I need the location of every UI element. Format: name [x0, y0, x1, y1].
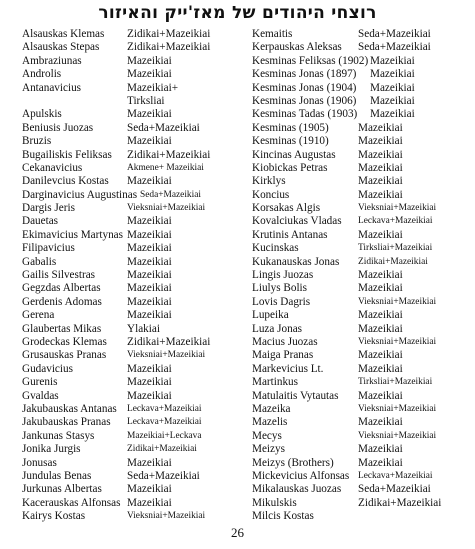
list-item: [252, 242, 472, 255]
list-item: [252, 376, 472, 389]
list-item: [22, 242, 244, 255]
person-name: Dauetas: [22, 215, 59, 228]
list-item: [252, 162, 472, 175]
place-name: Mazeikiai: [127, 309, 172, 322]
place-name: Seda+Mazeikiai: [127, 469, 200, 482]
person-name: Kincinas Augustas: [252, 148, 336, 161]
person-name: Gabalis: [22, 255, 57, 268]
list-item: [22, 457, 244, 470]
list-item: [22, 349, 244, 362]
list-item: [22, 175, 244, 188]
place-name: Mazeikiai: [358, 456, 403, 469]
person-name: Mazelis: [252, 416, 288, 429]
list-item: [252, 135, 472, 148]
person-name: Cekanavicius: [22, 161, 83, 174]
place-name: Mazeikiai: [127, 389, 172, 402]
list-item: [252, 282, 472, 295]
place-name: Seda+Mazeikiai: [358, 28, 431, 40]
place-name: Vieksniai+Mazeikiai: [358, 203, 437, 214]
place-name: Mazeikiai: [127, 228, 172, 241]
list-item: [252, 497, 472, 510]
list-item: [22, 41, 244, 54]
list-item: [22, 95, 244, 108]
person-name: Grusauskas Pranas: [22, 349, 107, 362]
list-item: [22, 28, 244, 41]
list-item: [22, 443, 244, 456]
person-name: Luza Jonas: [252, 322, 303, 335]
list-item: [252, 510, 472, 523]
place-name: Seda+Mazeikiai: [140, 189, 201, 200]
place-name: Mazeikiai: [127, 362, 172, 375]
list-item: [22, 336, 244, 349]
place-name: Mazeikiai: [358, 362, 403, 375]
list-item: [252, 363, 472, 376]
person-name: Milcis Kostas: [252, 510, 314, 523]
place-name: Mazeikiai: [127, 496, 172, 509]
person-name: Koncius: [252, 188, 290, 201]
person-name: Jakubauskas Antanas: [22, 402, 117, 415]
list-item: [252, 215, 472, 228]
place-name: Mazeikiai: [358, 175, 403, 188]
person-name: Gerena: [22, 309, 55, 322]
person-name: Matulaitis Vytautas: [252, 389, 339, 402]
person-name: Alsauskas Stepas: [22, 41, 100, 54]
person-name: Kesminas Jonas (1904): [252, 81, 357, 94]
list-item: [252, 457, 472, 470]
list-item: [22, 269, 244, 282]
place-name: Mazeikiai+: [127, 81, 179, 94]
place-name: Mazeikiai: [358, 443, 403, 456]
place-name: Leckava+Mazeikiai: [127, 403, 202, 414]
place-name: Mazeikiai: [127, 68, 172, 81]
place-name: Seda+Mazeikiai: [358, 41, 431, 54]
person-name: Kesminas Jonas (1897): [252, 68, 357, 81]
person-name: Jankunas Stasys: [22, 429, 95, 442]
list-item: [252, 323, 472, 336]
place-name: Zidikai+Mazeikiai: [127, 335, 211, 348]
person-name: Meizys (Brothers): [252, 456, 334, 469]
place-name: Mazeikiai: [358, 389, 403, 402]
list-item: [252, 349, 472, 362]
place-name: Mazeikiai: [127, 175, 172, 188]
person-name: Filipavicius: [22, 242, 75, 255]
person-name: Jonika Jurgis: [22, 443, 81, 456]
person-name: Lingis Juozas: [252, 269, 314, 282]
person-name: Kesminas Tadas (1903): [252, 108, 358, 121]
person-name: Kairys Kostas: [22, 510, 86, 523]
list-item: [22, 149, 244, 162]
list-item: [252, 309, 472, 322]
place-name: Zidikai+Mazeikiai: [127, 41, 211, 54]
page-title: רוצחי היהודים של מאז'ייק והאיזור: [98, 3, 377, 23]
place-name: Mazeikiai: [358, 161, 403, 174]
person-name: Bruzis: [22, 135, 52, 148]
person-name: Meizys: [252, 443, 285, 456]
list-item: [252, 82, 472, 95]
list-item: [252, 108, 472, 121]
place-name: Zidikai+Mazeikiai: [127, 28, 211, 40]
list-item: [252, 430, 472, 443]
list-item: [22, 122, 244, 135]
person-name: Antanavicius: [22, 81, 82, 94]
place-name: Mazeikiai: [127, 215, 172, 228]
person-name: Korsakas Algis: [252, 202, 321, 215]
person-name: Apulskis: [22, 108, 62, 121]
place-name: Zidikai+Mazeikiai: [127, 148, 211, 161]
person-name: Kesminas Feliksas (1902): [252, 54, 369, 67]
person-name: Grodeckas Klemas: [22, 335, 107, 348]
person-name: Gerdenis Adomas: [22, 295, 102, 308]
list-item: [252, 55, 472, 68]
place-name: Mazeikiai: [358, 282, 403, 295]
person-name: Markevicius Lt.: [252, 362, 324, 375]
person-name: Kukanauskas Jonas: [252, 255, 340, 268]
person-name: Kovalciukas Vladas: [252, 215, 342, 228]
list-item: [252, 470, 472, 483]
list-item: [252, 390, 472, 403]
list-item: [22, 470, 244, 483]
person-name: Dargis Jeris: [22, 202, 75, 215]
place-name: Vieksniai+Mazeikiai: [127, 511, 206, 522]
list-item: [252, 403, 472, 416]
list-item: [22, 68, 244, 81]
list-item: [252, 336, 472, 349]
place-name: Tirksliai+Mazeikiai: [358, 243, 433, 254]
place-name: Leckava+Mazeikiai: [358, 216, 433, 227]
person-name: Jurkunas Albertas: [22, 483, 102, 496]
list-item: [252, 443, 472, 456]
person-name: Mazeika: [252, 402, 291, 415]
list-item: [252, 269, 472, 282]
place-name: Mazeikiai: [370, 68, 415, 81]
place-name: Mazeikiai: [127, 269, 172, 282]
place-name: Mazeikiai: [370, 54, 415, 67]
list-item: [252, 175, 472, 188]
list-item: [22, 108, 244, 121]
person-name: Kacerauskas Alfonsas: [22, 496, 121, 509]
place-name: Mazeikiai: [358, 309, 403, 322]
list-item: [22, 497, 244, 510]
place-name: Mazeikiai: [370, 94, 415, 107]
place-name: Tirksliai: [127, 94, 165, 107]
list-item: [22, 416, 244, 429]
list-item: [252, 229, 472, 242]
list-item: [252, 202, 472, 215]
list-item: [252, 95, 472, 108]
list-item: [22, 135, 244, 148]
place-name: Mazeikiai: [127, 483, 172, 496]
list-item: [252, 483, 472, 496]
place-name: Mazeikiai: [127, 295, 172, 308]
list-item: [252, 28, 472, 41]
list-item: [22, 202, 244, 215]
place-name: Zidikai+Mazeikiai: [358, 256, 428, 267]
right-column: [252, 28, 472, 523]
place-name: Vieksniai+Mazeikiai: [358, 403, 437, 414]
list-item: [22, 215, 244, 228]
place-name: Mazeikiai: [370, 108, 415, 121]
list-item: [252, 122, 472, 135]
person-name: Kerpauskas Aleksas: [252, 41, 342, 54]
person-name: Jundulas Benas: [22, 469, 92, 482]
person-name: Gailis Silvestras: [22, 269, 96, 282]
person-name: Lovis Dagris: [252, 295, 311, 308]
place-name: Vieksniai+Mazeikiai: [127, 203, 206, 214]
person-name: Maiga Pranas: [252, 349, 314, 362]
place-name: Mazeikiai+Leckava: [127, 430, 202, 441]
person-name: Kemaitis: [252, 28, 293, 40]
list-item: [252, 296, 472, 309]
person-name: Jonusas: [22, 456, 57, 469]
place-name: Mazeikiai: [358, 121, 403, 134]
place-name: Mazeikiai: [358, 135, 403, 148]
place-name: Seda+Mazeikiai: [127, 121, 200, 134]
person-name: Mecys: [252, 429, 282, 442]
list-item: [22, 162, 244, 175]
person-name: Liulys Bolis: [252, 282, 308, 295]
person-name: Macius Juozas: [252, 335, 318, 348]
place-name: Mazeikiai: [358, 269, 403, 282]
person-name: Gegzdas Albertas: [22, 282, 101, 295]
place-name: Seda+Mazeikiai: [358, 483, 431, 496]
person-name: Kiobickas Petras: [252, 161, 328, 174]
place-name: Vieksniai+Mazeikiai: [358, 336, 437, 347]
person-name: Androlis: [22, 68, 62, 81]
list-item: [22, 256, 244, 269]
person-name: Martinkus: [252, 376, 298, 389]
list-item: [22, 363, 244, 376]
place-name: Tirksliai+Mazeikiai: [358, 377, 433, 388]
place-name: Mazeikiai: [358, 188, 403, 201]
person-name: Gurenis: [22, 376, 58, 389]
list-item: [22, 376, 244, 389]
place-name: Mazeikiai: [127, 376, 172, 389]
list-item: [22, 82, 244, 95]
person-name: Ambraziunas: [22, 54, 82, 67]
person-name: Kesminas (1905): [252, 121, 329, 134]
list-item: [22, 296, 244, 309]
person-name: Glaubertas Mikas: [22, 322, 102, 335]
page-number: 26: [231, 525, 244, 540]
place-name: Mazeikiai: [358, 416, 403, 429]
list-item: [252, 256, 472, 269]
place-name: Mazeikiai: [358, 228, 403, 241]
list-item: [22, 229, 244, 242]
person-name: Gudavicius: [22, 362, 73, 375]
list-item: [22, 510, 244, 523]
person-name: Kucinskas: [252, 242, 299, 255]
person-name: Gvaldas: [22, 389, 59, 402]
person-name: Mikalauskas Juozas: [252, 483, 342, 496]
person-name: Danilevcius Kostas: [22, 175, 109, 188]
place-name: Vieksniai+Mazeikiai: [127, 350, 206, 361]
place-name: Mazeikiai: [127, 255, 172, 268]
place-name: Mazeikiai: [358, 148, 403, 161]
place-name: Mazeikiai: [127, 54, 172, 67]
list-item: [22, 403, 244, 416]
list-item: [22, 309, 244, 322]
list-item: [22, 189, 244, 202]
place-name: Mazeikiai: [370, 81, 415, 94]
list-item: [22, 55, 244, 68]
person-name: Bugailiskis Feliksas: [22, 148, 112, 161]
list-item: [252, 68, 472, 81]
list-item: [22, 323, 244, 336]
list-item: [22, 282, 244, 295]
person-name: Jakubauskas Pranas: [22, 416, 111, 429]
place-name: Leckava+Mazeikiai: [358, 470, 433, 481]
place-name: Vieksniai+Mazeikiai: [358, 296, 437, 307]
person-name: Lupeika: [252, 309, 289, 322]
person-name: Kesminas Jonas (1906): [252, 94, 357, 107]
place-name: Mazeikiai: [358, 322, 403, 335]
list-item: [252, 189, 472, 202]
place-name: Zidikai+Mazeikiai: [127, 444, 197, 455]
list-item: [22, 390, 244, 403]
list-item: [22, 483, 244, 496]
place-name: Mazeikiai: [358, 349, 403, 362]
place-name: Zidikai+Mazeikiai: [358, 496, 442, 509]
place-name: Mazeikiai: [127, 456, 172, 469]
place-name: Mazeikiai: [127, 108, 172, 121]
person-name: Mikulskis: [252, 496, 297, 509]
place-name: Mazeikiai: [127, 135, 172, 148]
place-name: Akmene+ Mazeikiai: [127, 162, 204, 173]
place-name: Leckava+Mazeikiai: [127, 417, 202, 428]
person-name: Alsauskas Klemas: [22, 28, 105, 40]
person-name: Beniusis Juozas: [22, 121, 94, 134]
list-item: [252, 149, 472, 162]
person-name: Kirklys: [252, 175, 286, 188]
person-name: Mickevicius Alfonsas: [252, 469, 350, 482]
list-item: [252, 416, 472, 429]
list-item: [252, 41, 472, 54]
place-name: Mazeikiai: [127, 282, 172, 295]
person-name: Kesminas (1910): [252, 135, 329, 148]
place-name: Vieksniai+Mazeikiai: [358, 430, 437, 441]
left-column: [22, 28, 244, 523]
list-item: [22, 430, 244, 443]
person-name: Darginavicius Augustinas: [22, 188, 138, 201]
place-name: Mazeikiai: [127, 242, 172, 255]
person-name: Krutinis Antanas: [252, 228, 328, 241]
person-name: Ekimavicius Martynas: [22, 228, 123, 241]
place-name: Ylakiai: [127, 322, 160, 335]
